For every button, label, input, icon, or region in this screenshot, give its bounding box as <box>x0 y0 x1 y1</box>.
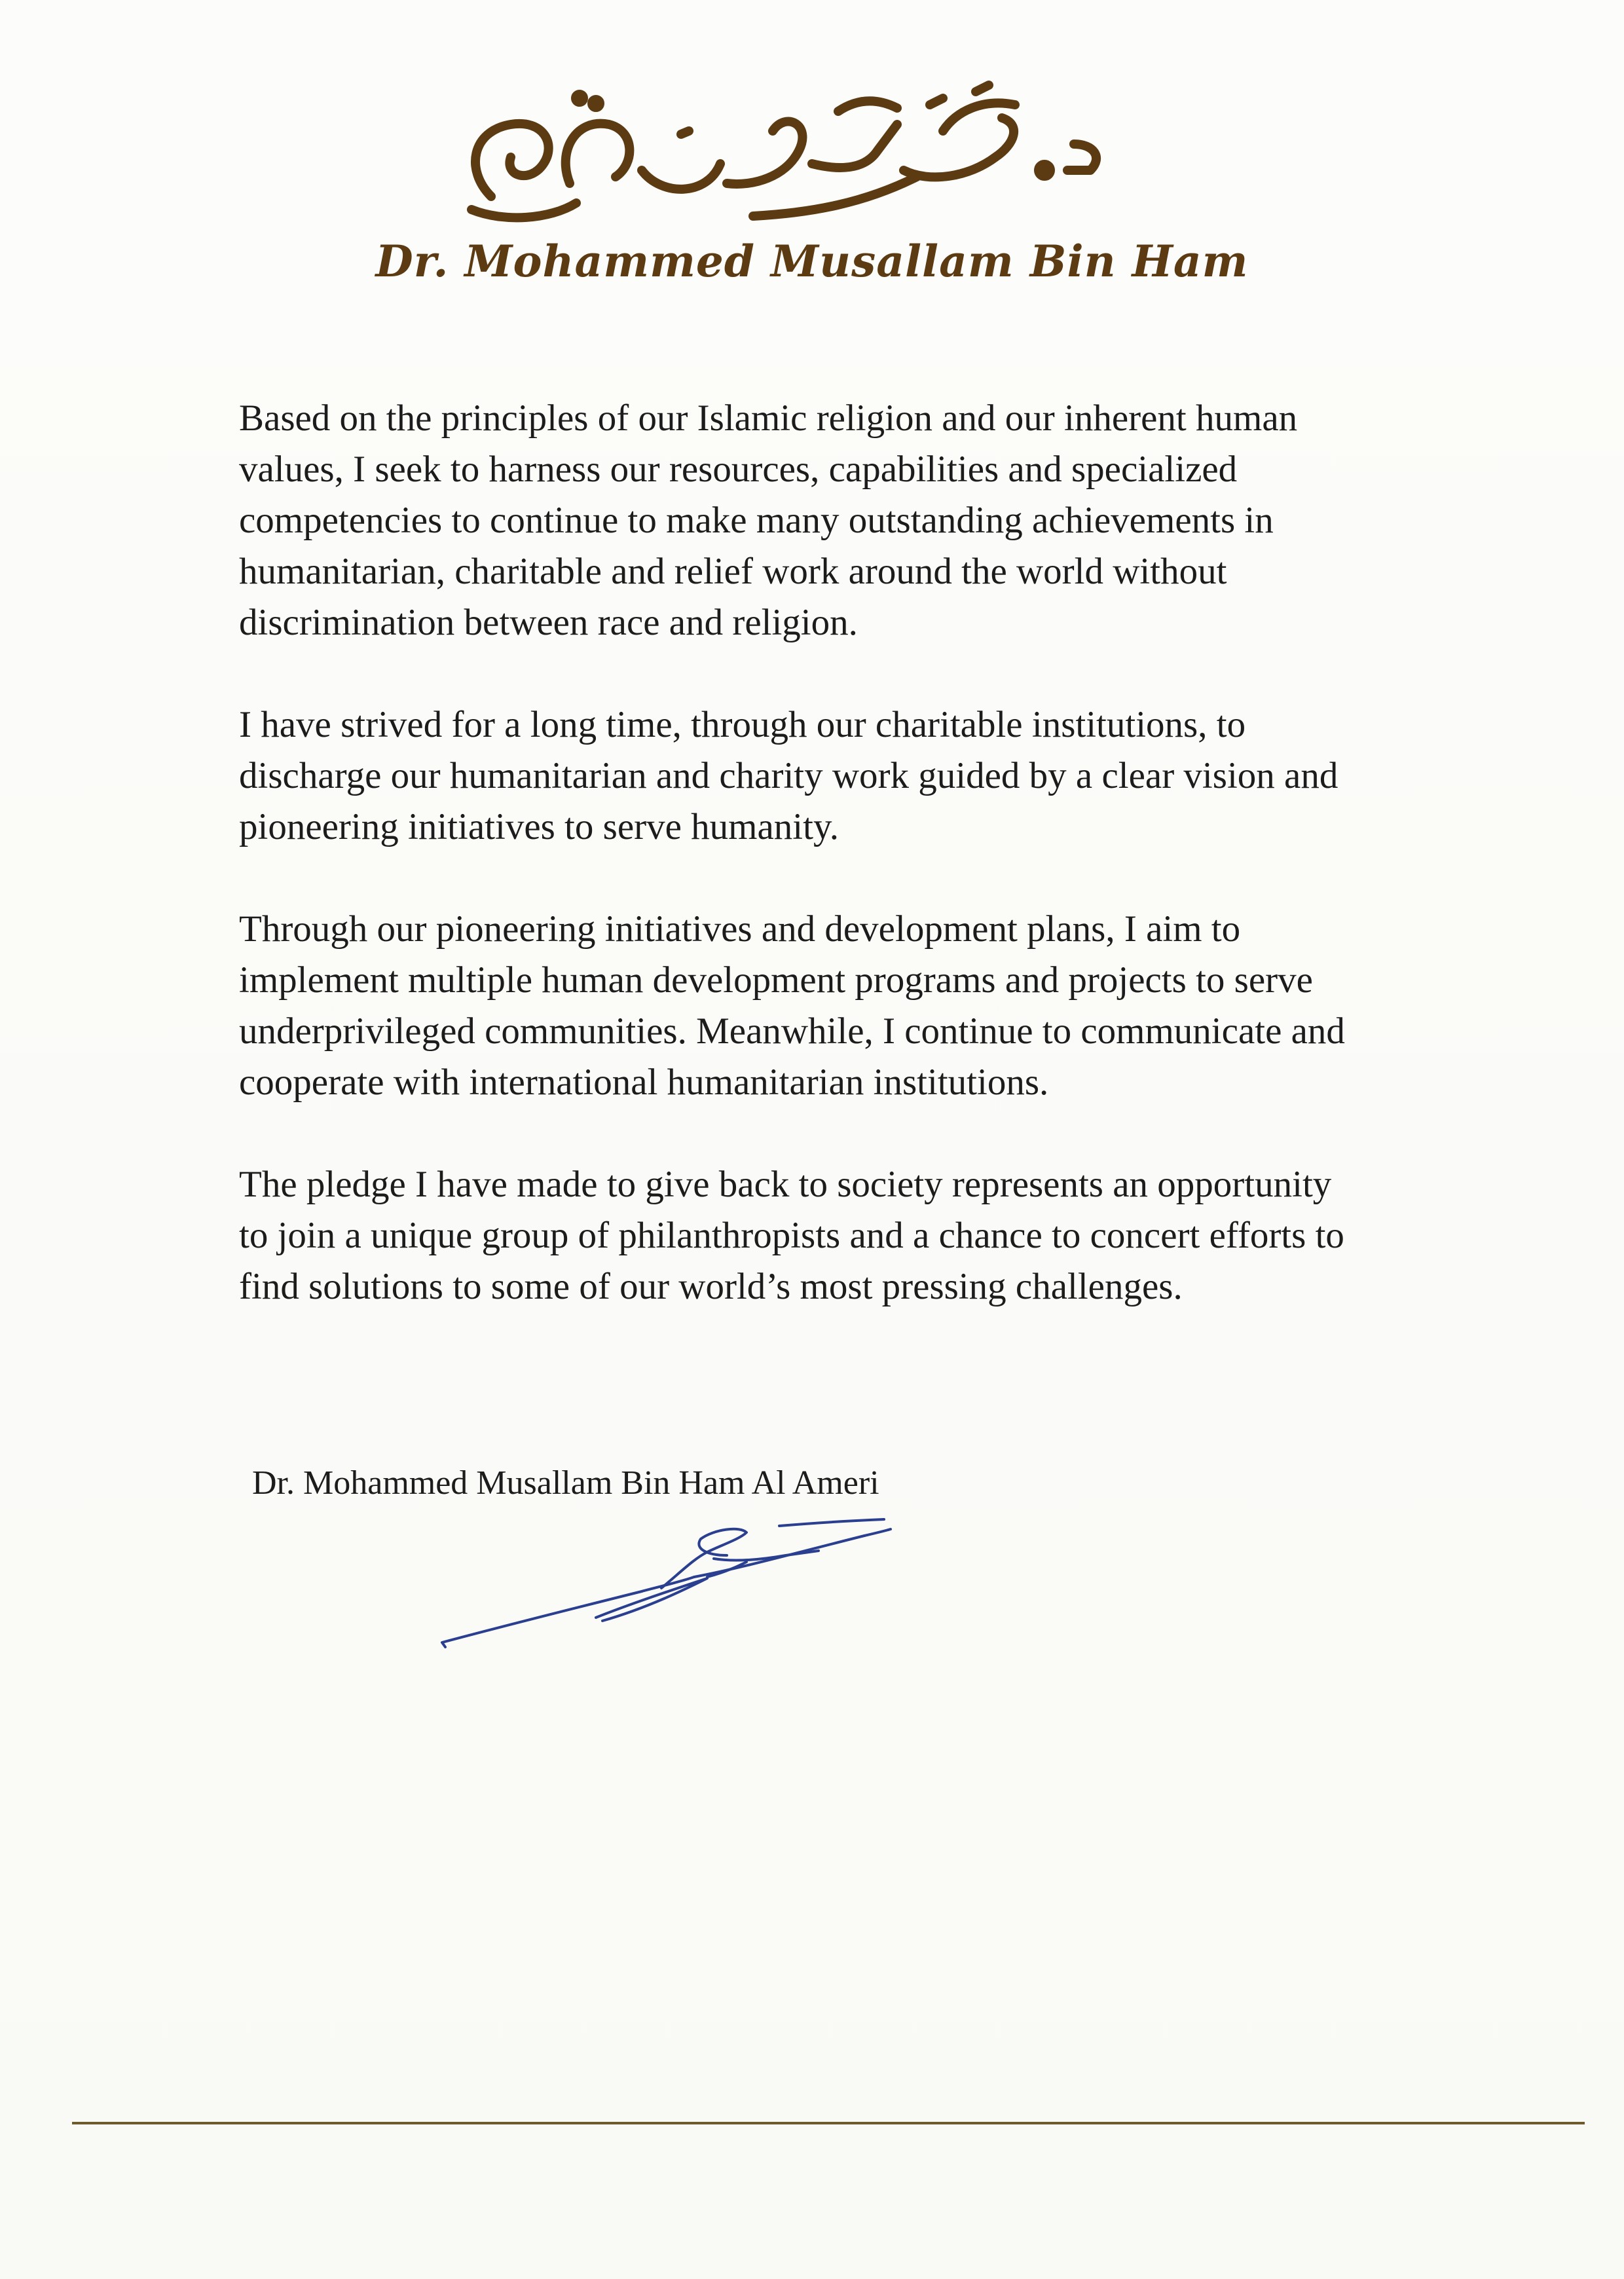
signer-name: Dr. Mohammed Musallam Bin Ham Al Ameri <box>252 1464 879 1502</box>
letterhead <box>0 72 1624 321</box>
handwritten-signature <box>432 1500 930 1663</box>
letter-body <box>239 393 1418 1363</box>
paragraph: I have strived for a long time, through our charitable institutions, to discharge our humanitarian and charity work guided by a clear vision and pioneering initiatives to serve humanity. <box>239 704 1338 847</box>
paragraph: Based on the principles of our Islamic religion and our inherent human values, I seek to harness our resources, capabilities and specialized competencies to continue to make many outstanding achievements in humanitarian, charitable and relief work around the world without discrimination between race and religion. <box>239 398 1298 643</box>
letterhead-name: Dr. Mohammed Musallam Bin Ham <box>375 236 1249 287</box>
paragraph: The pledge I have made to give back to society represents an opportunity to join a unique group of philanthropists and a chance to concert efforts to find solutions to some of our world’s most pressing challenges. <box>239 1164 1344 1307</box>
paragraph: Through our pioneering initiatives and development plans, I aim to implement multiple human development programs and projects to serve underprivileged communities. Meanwhile, I continue to communicate and cooperate with international humanitarian institutions. <box>239 908 1345 1103</box>
footer-rule <box>72 2122 1585 2124</box>
arabic-calligraphy-logo <box>445 72 1126 236</box>
